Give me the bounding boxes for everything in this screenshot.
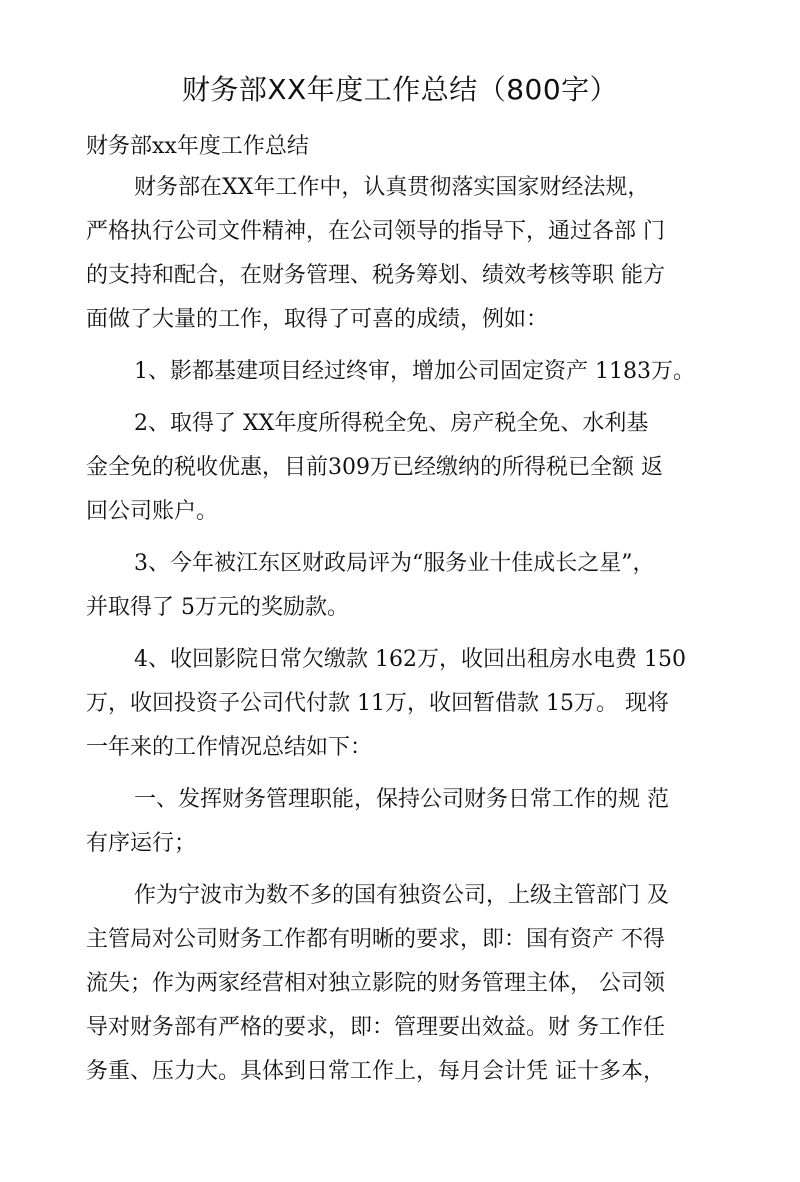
document-subtitle: 财务部xx年度工作总结 bbox=[86, 134, 309, 159]
text-line: 万，收回投资子公司代付款 11万，收回暂借款 15万。 现将 bbox=[86, 691, 669, 716]
paragraph bbox=[86, 166, 726, 342]
text-line: 一年来的工作情况总结如下： bbox=[86, 735, 373, 760]
document-body bbox=[86, 166, 726, 1102]
text-line: 3、今年被江东区财政局评为“服务业十佳成长之星”， bbox=[134, 551, 655, 576]
text-line: 回公司账户。 bbox=[86, 499, 219, 524]
text-line: 务重、压力大。具体到日常工作上，每月会计凭 证十多本， bbox=[86, 1059, 665, 1084]
text-line: 财务部在XX年工作中，认真贯彻落实国家财经法规， bbox=[134, 175, 650, 200]
text-line: 4、收回影院日常欠缴款 162万，收回出租房水电费 150 bbox=[134, 647, 686, 672]
text-line: 的支持和配合，在财务管理、税务筹划、绩效考核等职 能方 bbox=[86, 263, 665, 288]
text-line: 严格执行公司文件精神，在公司领导的指导下，通过各部 门 bbox=[86, 219, 665, 244]
text-line: 2、取得了 XX年度所得税全免、房产税全免、水利基 bbox=[134, 411, 649, 436]
paragraph bbox=[86, 638, 726, 770]
document-title: 财务部XX年度工作总结（800字） bbox=[181, 73, 619, 106]
paragraph bbox=[86, 542, 726, 630]
text-line: 导对财务部有严格的要求，即：管理要出效益。财 务工作任 bbox=[86, 1015, 665, 1040]
paragraph bbox=[86, 778, 726, 866]
text-line: 一、发挥财务管理职能，保持公司财务日常工作的规 范 bbox=[134, 787, 669, 812]
paragraph bbox=[86, 350, 726, 394]
text-line: 1、影都基建项目经过终审，增加公司固定资产 1183万。 bbox=[134, 359, 695, 384]
paragraph bbox=[86, 402, 726, 534]
text-line: 并取得了 5万元的奖励款。 bbox=[86, 595, 349, 620]
text-line: 作为宁波市为数不多的国有独资公司，上级主管部门 及 bbox=[134, 883, 669, 908]
text-line: 流失；作为两家经营相对独立影院的财务管理主体， 公司领 bbox=[86, 971, 665, 996]
text-line: 有序运行； bbox=[86, 831, 197, 856]
paragraph bbox=[86, 874, 726, 1094]
text-line: 主管局对公司财务工作都有明晰的要求，即：国有资产 不得 bbox=[86, 927, 665, 952]
text-line: 金全免的税收优惠，目前309万已经缴纳的所得税已全额 返 bbox=[86, 455, 663, 480]
text-line: 面做了大量的工作，取得了可喜的成绩，例如： bbox=[86, 307, 549, 332]
